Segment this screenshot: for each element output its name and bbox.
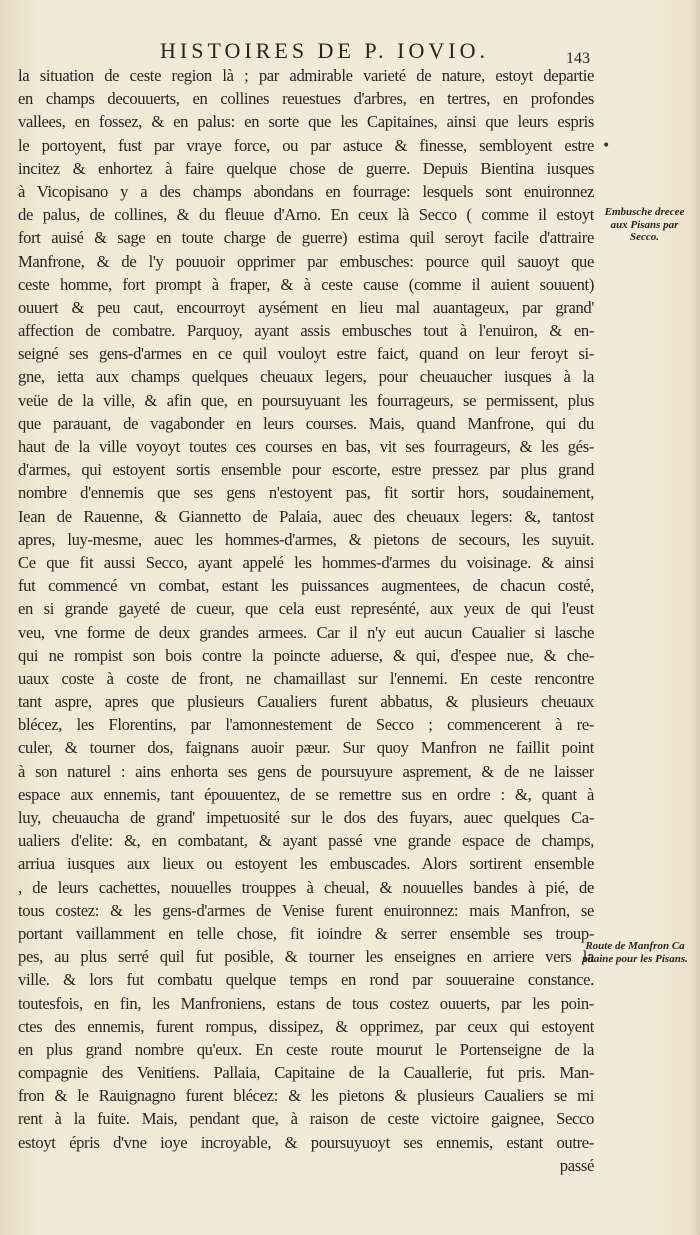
text-line: que parauant, de vagabonder en leurs courses. Mais, quand Manfrone, qui du [18, 413, 594, 433]
page-number: 143 [566, 50, 590, 67]
text-line: rent à la fuite. Mais, pendant que, à raison de ceste victoire gaignee, Secco [18, 1109, 594, 1129]
text-line: arriua iusques aux lieux ou estoyent les embuscades. Alors sortirent ensemble [18, 854, 594, 874]
text-line: à son naturel : ains enhorta ses gens de poursuyure asprement, & de ne laisser [18, 761, 594, 781]
text-line: blécez, les Florentins, par l'amonnestement de Secco ; commencerent à re- [18, 715, 594, 735]
text-line: haut de la ville voyoyt toutes ces courses en bas, vit ses fourrageurs, & les gés- [18, 437, 594, 456]
text-line: passé [559, 1155, 594, 1175]
text-line: Manfrone, & de l'y pouuoir opprimer par embusches: pource quil sauoyt que [18, 251, 594, 271]
text-line: Iean de Rauenne, & Giannetto de Palaia, auec des cheuaux legers: &, tantost [18, 506, 594, 526]
text-line: en champs decouuerts, en collines reuestues d'arbres, en tertres, en profondes [18, 89, 594, 109]
page-edge-shadow [692, 0, 700, 1235]
text-line: fut commencé vn combat, estant les puissances augmentees, de chacun costé, [18, 576, 594, 596]
text-line: le portoyent, fust par vraye force, ou par astuce & finesse, sembloyent estre [18, 135, 594, 155]
text-line: , de leurs cachettes, nouuelles trouppes à cheual, & nouuelles bandes à pié, de [18, 877, 594, 897]
text-line: estoyt épris d'vne ioye incroyable, & poursuyuoyt ses ennemis, estant outre- [18, 1132, 594, 1152]
margin-note-route: Route de Manfron Ca pitaine pour les Pisans. [582, 940, 688, 965]
text-line: de palus, de collines, & du fleuue d'Arno. En ceux là Secco ( comme il estoyt [18, 205, 594, 225]
margin-note-embusche: Embusche drecee aux Pisans par Secco. [604, 206, 685, 243]
text-line: fron & le Rauignagno furent blécez: & les pietons & plusieurs Caualiers se mi [18, 1086, 594, 1106]
text-line: fort auisé & sage en toute charge de guerre) estima quil seroyt facile d'attraire [18, 228, 594, 248]
text-line: apres, luy-mesme, auec les hommes-d'armes, & pietons de secours, les suyuit. [18, 529, 594, 549]
text-line: ceste homme, fort prompt à fraper, & à ceste cause (comme il auient souuent) [18, 274, 594, 294]
text-line: la situation de ceste region là ; par admirable varieté de nature, estoyt departie [18, 66, 594, 85]
text-line: nombre d'ennemis que ses gens n'estoyent pas, fit sortir hors, soudainement, [18, 483, 594, 503]
text-line: affection de combatre. Parquoy, ayant assis embusches tout à l'enuiron, & en- [18, 321, 594, 341]
text-line: ctes des ennemis, furent rompus, dissipez, & opprimez, par ceux qui estoyent [18, 1016, 594, 1036]
text-line: toutesfois, en fin, les Manfroniens, estans de tous costez ouuerts, par les poin- [18, 993, 594, 1013]
text-line: ouuert & peu caut, encourroyt aysément en lieu mal auantageux, par grand' [18, 297, 594, 317]
text-line: seigné ses gens-d'armes en ce quil vouloyt estre faict, quand on leur feroyt si- [18, 344, 594, 364]
ink-mark: • [602, 138, 611, 154]
text-line: espace aux ennemis, tant épouuentez, de se remettre sus en ordre : &, quant à [18, 784, 594, 804]
text-line: tant aspre, apres que plusieurs Caualiers furent abbatus, & plusieurs cheuaux [18, 692, 594, 712]
text-line: à Vicopisano y a des champs abondans en fourrage: lesquels sont enuironnez [18, 181, 594, 201]
text-line: en plus grand nombre qu'eux. En ceste route mourut le Portenseigne de la [18, 1039, 594, 1059]
text-line: en si grande gayeté de cueur, que cela eust represénté, aux yeux de qui l'eust [18, 599, 594, 619]
text-line: ualiers d'elite: &, en combatant, & ayant passé vne grande espace de champs, [18, 831, 594, 851]
text-line: qui ne rompist son bois contre la poincte aduerse, & qui, d'espee nue, & che- [18, 645, 594, 665]
text-line: luy, cheuaucha de grand' impetuosité sur le dos des fuyars, auec quelques Ca- [18, 808, 594, 827]
text-line: culer, & tourner dos, faignans auoir pæur. Sur quoy Manfron ne faillit point [18, 738, 594, 758]
text-line: veüe de la ville, & afin que, en poursuyuant les fourrageurs, se permissent, plus [18, 390, 594, 410]
text-line: incitez & enhortez à faire quelque chose de guerre. Depuis Bientina iusques [18, 158, 594, 178]
text-line: compagnie des Venitiens. Pallaia, Capitaine de la Cauallerie, fut pris. Man- [18, 1063, 594, 1083]
text-line: veu, vne forme de deux grandes armees. Car il n'y eut aucun Caualier si lasche [18, 622, 594, 642]
text-line: portant vaillamment en telle chose, fit ioindre & serrer ensemble ses troup- [18, 923, 594, 943]
text-line: Ce que fit aussi Secco, ayant appelé les hommes-d'armes du voisinage. & ainsi [18, 552, 594, 572]
text-line: uaux coste à coste de front, ne chamaillast sur l'ennemi. En ceste rencontre [18, 668, 594, 688]
text-line: tous costez: & les gens-d'armes de Venise furent enuironnez: mais Manfron, se [18, 900, 594, 920]
text-line: gne, ietta aux champs quelques cheuaux legers, pour cheuaucher iusques à la [18, 367, 594, 387]
running-head: HISTOIRES DE P. IOVIO. [160, 38, 489, 63]
text-line: d'armes, qui estoyent sortis ensemble pour escorte, estre pressez par plus grand [18, 460, 594, 480]
text-line: vallees, en fossez, & en palus: en sorte que les Capitaines, ainsi que leurs espris [18, 112, 594, 132]
body-text [18, 64, 594, 1177]
text-line: pes, au plus serré quil fut posible, & tourner les enseignes en arriere vers la [18, 947, 594, 967]
text-line: ville. & lors fut combatu quelque temps en rond par souueraine constance. [18, 970, 594, 990]
